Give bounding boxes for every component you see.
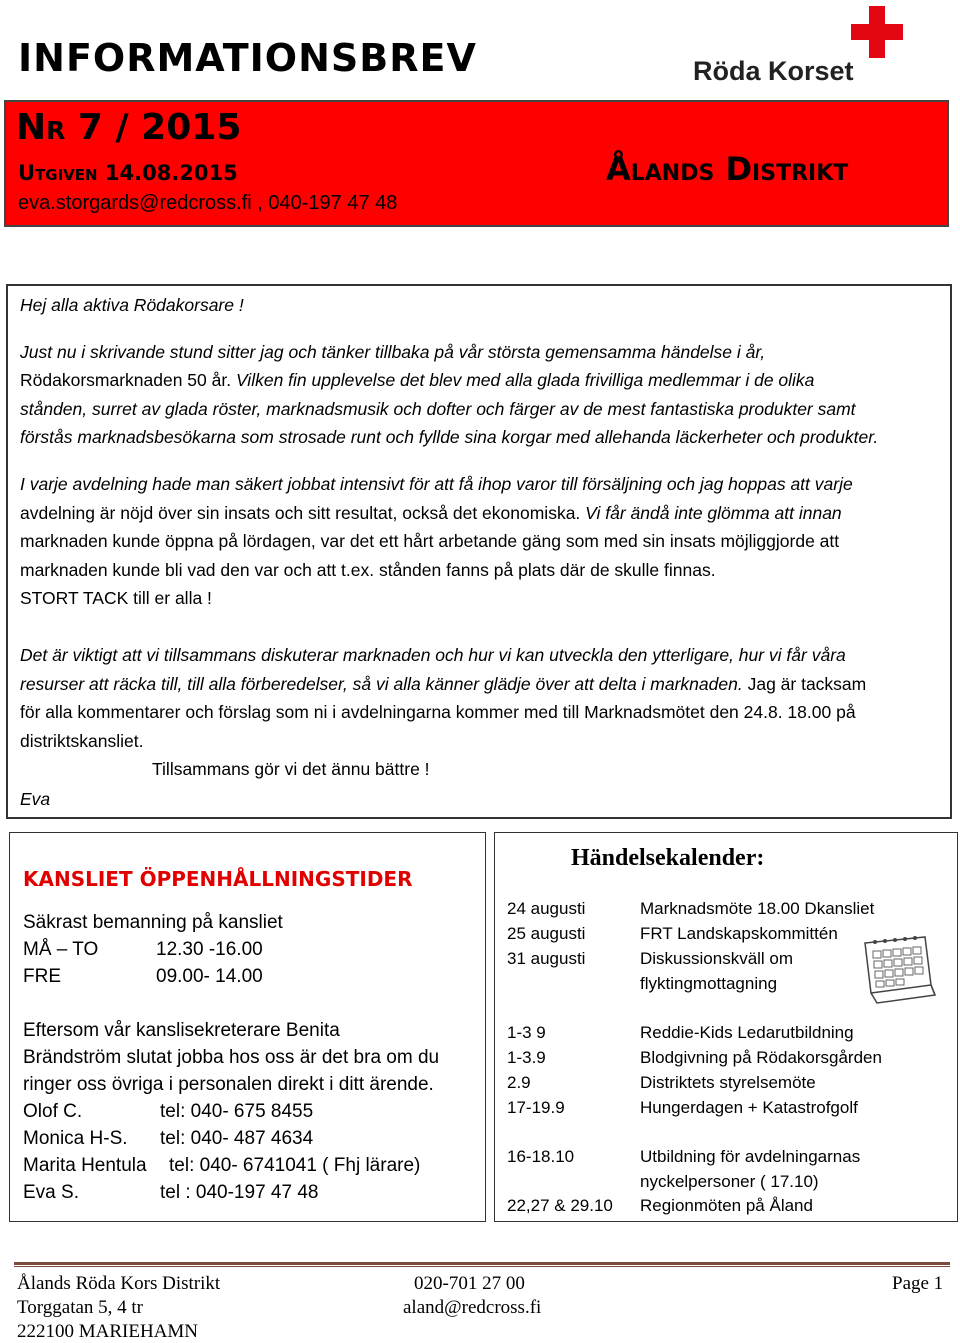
event-date: 22,27 & 29.10 (507, 1196, 613, 1215)
event-text: flyktingmottagning (640, 974, 778, 993)
red-cross-logo (693, 6, 919, 92)
footer-street: Torggatan 5, 4 tr (17, 1297, 144, 1318)
newsletter-title: INFORMATIONSBREV (18, 36, 477, 80)
event-text: Blodgivning på Rödakorsgården (640, 1048, 882, 1067)
event-date: 1-3 9 (507, 1023, 546, 1042)
event-text: Utbildning för avdelningarnas (640, 1147, 861, 1166)
office-note-line: ringer oss övriga i personalen direkt i ditt ärende. (23, 1074, 434, 1095)
contact-phone: tel : 040-197 47 48 (160, 1182, 319, 1203)
letter-line: marknaden kunde bli vad den var och att t.ex. stånden fanns på plats där de skulle finnas. (20, 560, 716, 580)
letter-closing: Tillsammans gör vi det ännu bättre ! (152, 759, 430, 779)
event-date: 25 augusti (507, 924, 586, 943)
staffed-label: Säkrast bemanning på kansliet (23, 912, 283, 933)
footer-org: Ålands Röda Kors Distrikt (17, 1273, 221, 1294)
published-date: Utgiven 14.08.2015 (18, 161, 238, 185)
contact-line: eva.storgards@redcross.fi , 040-197 47 48 (18, 192, 398, 214)
district-name: Ålands Distrikt (606, 150, 849, 188)
letter-line: för alla kommentarer och förslag som ni i avdelningarna kommer med till Marknadsmötet den 24.8. 18.00 på (20, 702, 856, 722)
event-text: Marknadsmöte 18.00 Dkansliet (640, 899, 875, 918)
letter-line: distriktskansliet. (20, 731, 144, 751)
office-note-line: Brändström slutat jobba hos oss är det bra om du (23, 1047, 440, 1068)
letter-line: Just nu i skrivande stund sitter jag och tänker tillbaka på vår största gemensamma händelse i år, (20, 342, 766, 362)
contact-phone: tel: 040- 487 4634 (160, 1128, 314, 1149)
event-text: Diskussionskväll om (640, 949, 794, 968)
letter-box (6, 284, 952, 819)
page-number: Page 1 (892, 1273, 944, 1294)
event-text: FRT Landskapskommittén (640, 924, 838, 943)
event-calendar-box (494, 832, 958, 1222)
calendar-title: Händelsekalender: (571, 845, 765, 871)
event-text: nyckelpersoner ( 17.10) (640, 1172, 819, 1191)
letter-line: avdelning är nöjd över sin insats och sitt resultat, också det ekonomiska. Vi får ändå inte glömma att innan (20, 503, 842, 523)
event-text: Distriktets styrelsemöte (640, 1073, 816, 1092)
office-hours-heading: KANSLIET ÖPPENHÅLLNINGSTIDER (23, 867, 413, 891)
hours-time: 09.00- 14.00 (156, 966, 263, 987)
event-text: Reddie-Kids Ledarutbildning (640, 1023, 854, 1042)
letter-line: stånden, surret av glada röster, marknadsmusik och dofter och färger av de mest fantastiska produkter samt (20, 399, 856, 419)
contact-name: Olof C. (23, 1101, 83, 1122)
hours-days: MÅ – TO (23, 939, 99, 960)
event-date: 24 augusti (507, 899, 586, 918)
red-cross-icon-bar (851, 24, 903, 40)
event-date: 1-3.9 (507, 1048, 546, 1067)
logo-text: Röda Korset (693, 56, 854, 86)
footer-postal: 222100 MARIEHAMN (17, 1321, 199, 1342)
footer-email: aland@redcross.fi (403, 1297, 542, 1318)
event-date: 17-19.9 (507, 1098, 565, 1117)
event-text: Hungerdagen + Katastrofgolf (640, 1098, 858, 1117)
letter-line: Rödakorsmarknaden 50 år. Vilken fin upplevelse det blev med alla glada frivilliga medlemmar i de olika (20, 370, 815, 390)
letter-signature: Eva (20, 789, 51, 809)
letter-line: I varje avdelning hade man säkert jobbat intensivt för att få ihop varor till försäljning och jag hoppas att varje (20, 474, 853, 494)
footer-divider (14, 1262, 950, 1265)
issue-number: Nr 7 / 2015 (16, 107, 242, 148)
letter-line: Det är viktigt att vi tillsammans diskuterar marknaden och hur vi kan utveckla den ytterligare, hur vi får våra (20, 645, 846, 665)
contact-phone: tel: 040- 675 8455 (160, 1101, 314, 1122)
letter-line: resurser att räcka till, till alla förberedelser, så vi alla känner glädje över att delta i marknaden. Jag är tacksam (20, 674, 867, 694)
contact-name: Monica H-S. (23, 1128, 128, 1149)
footer-divider-thin (14, 1266, 950, 1267)
letter-greeting: Hej alla aktiva Rödakorsare ! (20, 295, 244, 315)
contact-name: Eva S. (23, 1182, 79, 1203)
hours-days: FRE (23, 966, 61, 987)
letter-line: STORT TACK till er alla ! (20, 588, 212, 608)
event-text: Regionmöten på Åland (640, 1196, 813, 1215)
contact-phone: tel: 040- 6741041 ( Fhj lärare) (169, 1155, 421, 1176)
office-note-line: Eftersom vår kanslisekreterare Benita (23, 1020, 340, 1041)
office-hours-box (9, 832, 486, 1222)
calendar-icon (859, 933, 939, 1009)
letter-line: förstås marknadsbesökarna som strosade runt och fyllde sina korgar med allehanda läckerheter och produkter. (20, 427, 879, 447)
hours-time: 12.30 -16.00 (156, 939, 263, 960)
contact-name: Marita Hentula (23, 1155, 147, 1176)
event-date: 31 augusti (507, 949, 586, 968)
footer-phone: 020-701 27 00 (414, 1273, 525, 1294)
event-date: 16-18.10 (507, 1147, 575, 1166)
letter-line: marknaden kunde öppna på lördagen, var det ett hårt arbetande gäng som med sin insats möjliggjorde att (20, 531, 840, 551)
event-date: 2.9 (507, 1073, 531, 1092)
